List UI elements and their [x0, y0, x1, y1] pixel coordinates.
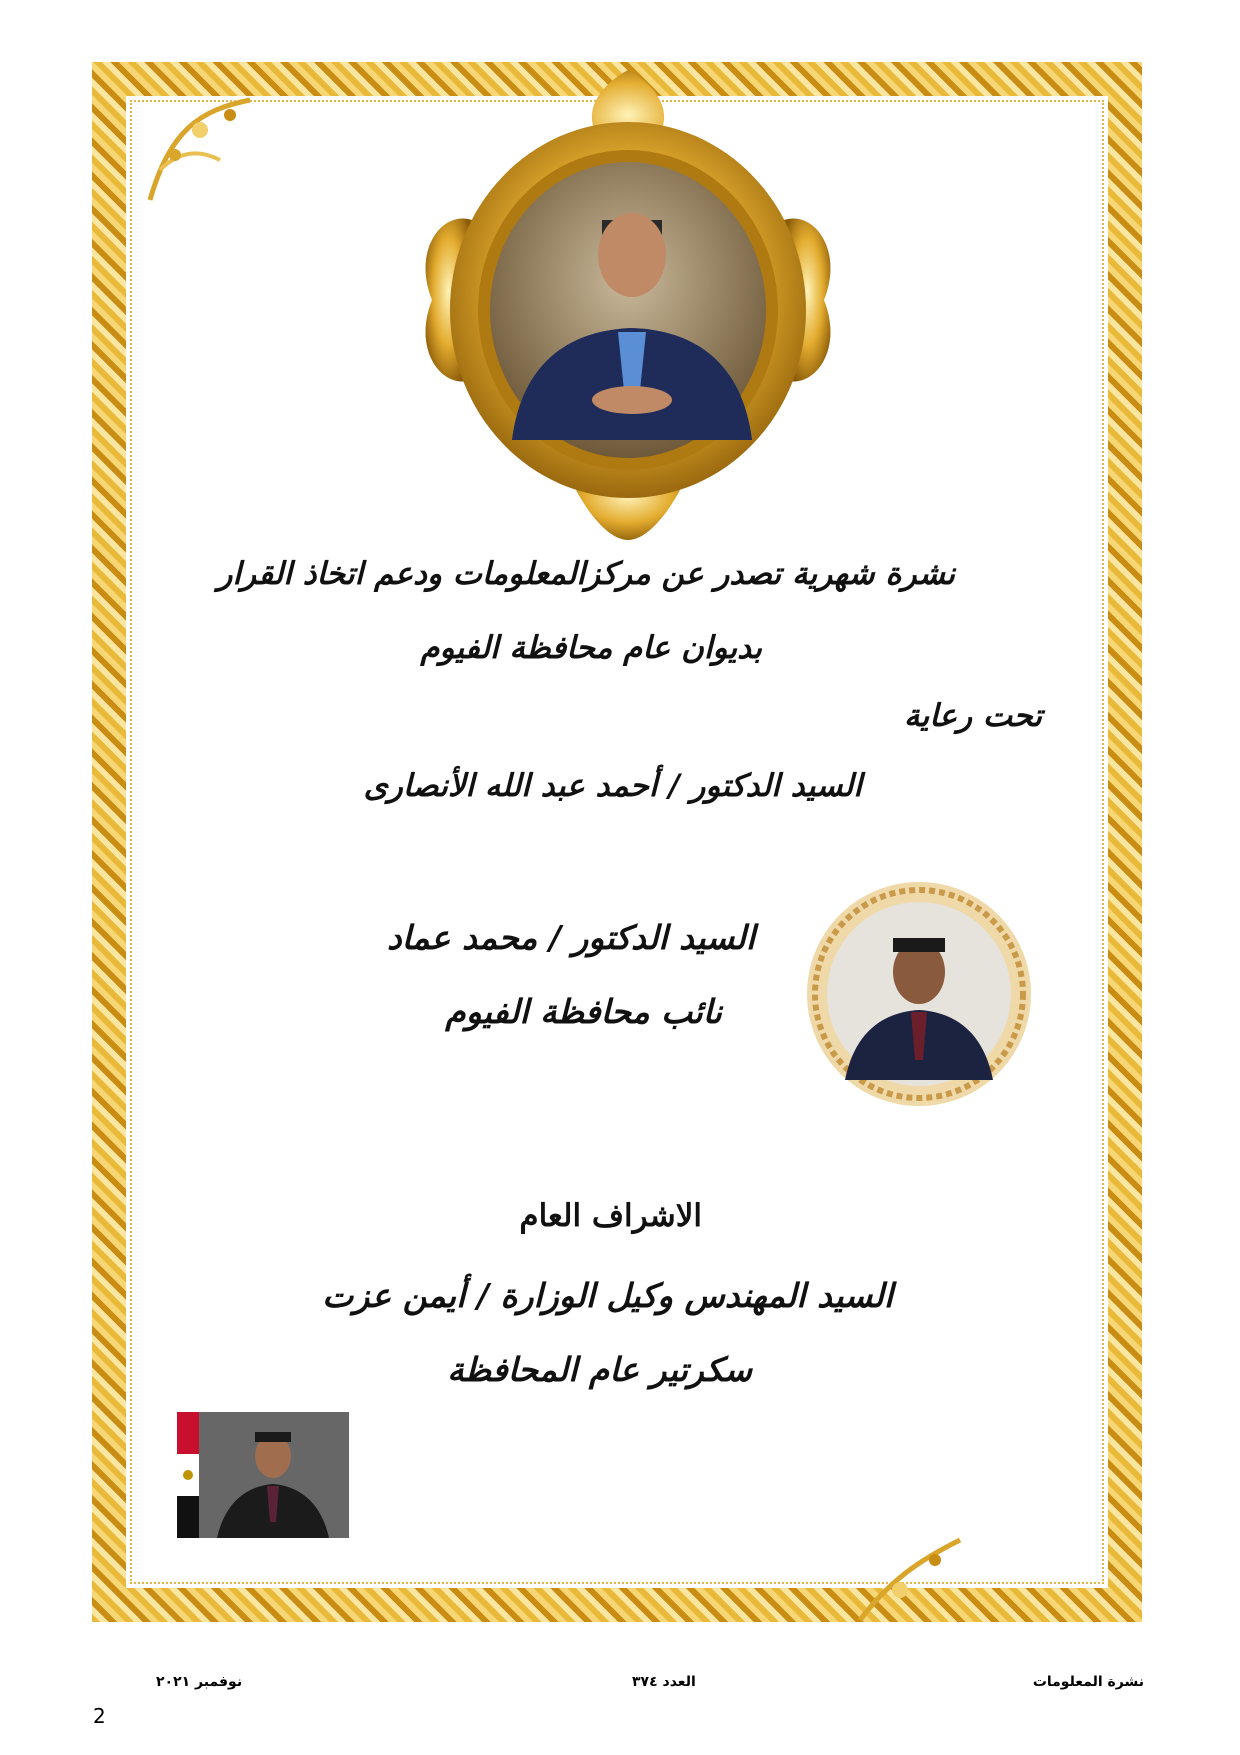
corner-flourish-bottom-right — [850, 1520, 970, 1640]
bulletin-title-line1: نشرة شهرية تصدر عن مركزالمعلومات ودعم اتخاذ القرار — [217, 556, 955, 592]
footer-publication-name: نشرة المعلومات — [1032, 1674, 1144, 1690]
governor-portrait-medallion — [412, 70, 844, 540]
supervisor-title: سكرتير عام المحافظة — [447, 1350, 752, 1389]
footer-date: نوفمبر ٢٠٢١ — [156, 1674, 243, 1690]
deputy-title: نائب محافظة الفيوم — [445, 992, 722, 1031]
deputy-name: السيد الدكتور / محمد عماد — [386, 918, 755, 957]
patronage-label: تحت رعاية — [903, 698, 1042, 734]
supervision-label: الاشراف العام — [519, 1198, 702, 1234]
corner-flourish-top-left — [140, 90, 260, 210]
secretary-photo — [177, 1412, 349, 1538]
bulletin-title-line2: بديوان عام محافظة الفيوم — [420, 630, 762, 666]
patron-name: السيد الدكتور / أحمد عبد الله الأنصارى — [363, 768, 862, 804]
deputy-portrait-medallion — [805, 880, 1033, 1108]
supervisor-name: السيد المهندس وكيل الوزارة / أيمن عزت — [322, 1276, 893, 1315]
footer-issue-number: العدد ٣٧٤ — [632, 1674, 696, 1690]
page-number: 2 — [93, 1704, 106, 1728]
